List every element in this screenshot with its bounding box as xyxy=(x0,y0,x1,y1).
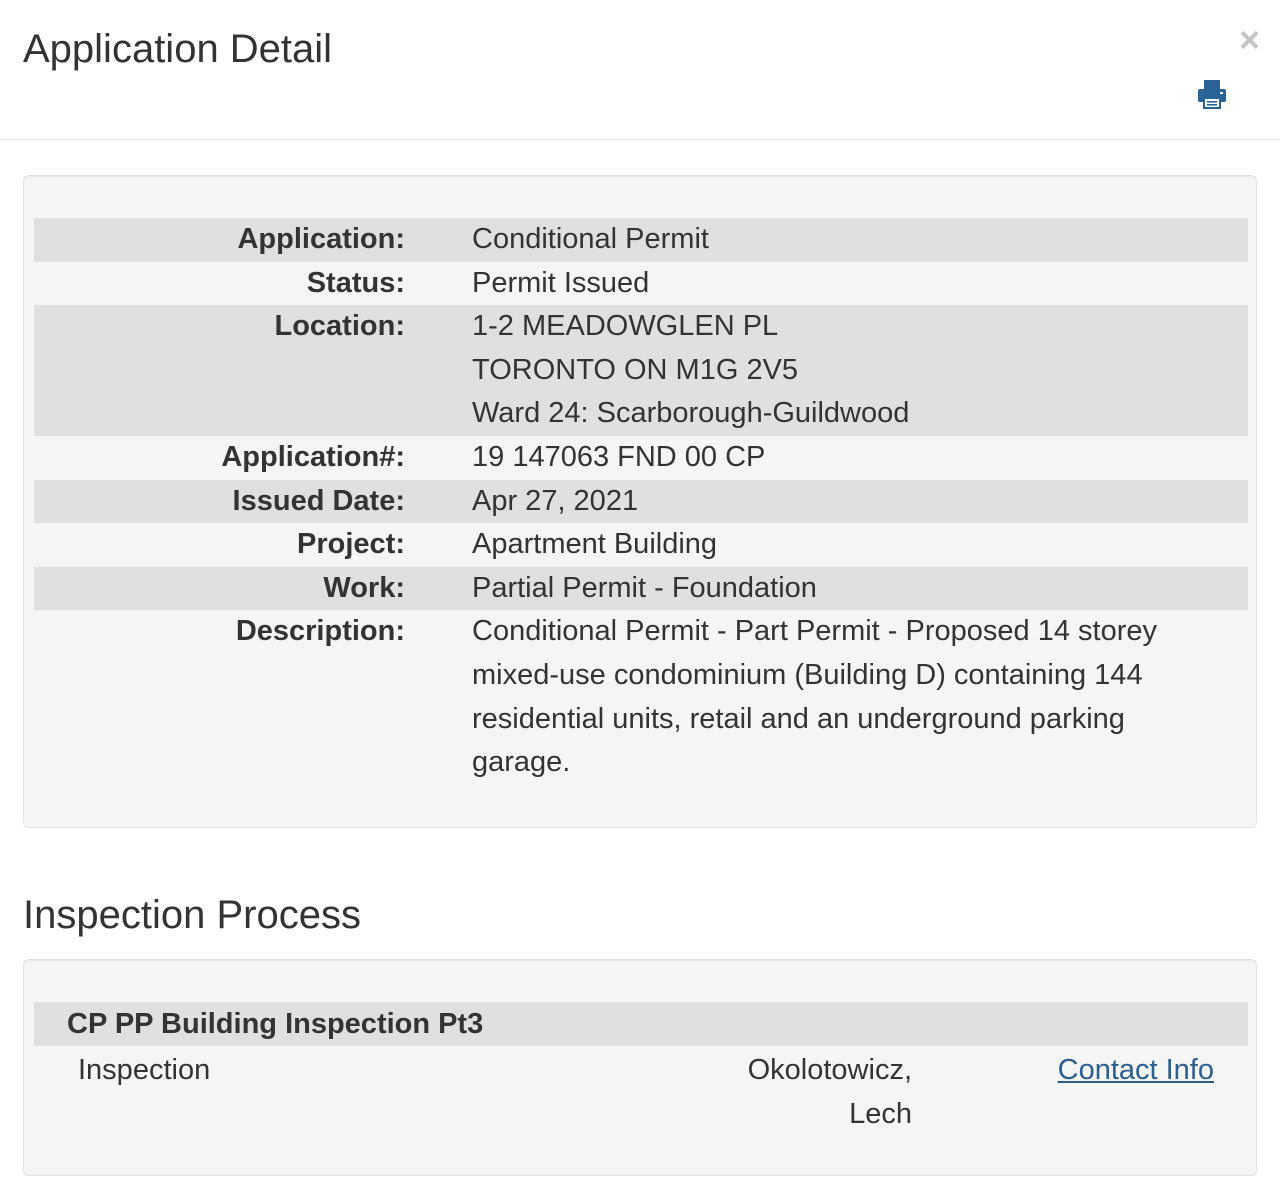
detail-row-description xyxy=(34,610,1248,784)
location-ward: Ward 24: Scarborough-Guildwood xyxy=(472,397,910,430)
detail-value: Conditional Permit - Part Permit - Proposed 14 storey mixed-use condominium (Building D) containing 144 residential units, retail and an underground parking garage. xyxy=(472,615,1157,779)
location-city: TORONTO ON M1G 2V5 xyxy=(472,353,799,386)
detail-label: Description: xyxy=(235,615,405,648)
detail-row-work xyxy=(34,567,1248,611)
close-icon[interactable]: × xyxy=(1238,19,1260,60)
contact-info-link[interactable]: Contact Info xyxy=(1057,1054,1214,1086)
detail-row-status xyxy=(34,262,1248,306)
detail-value: Permit Issued xyxy=(472,266,650,299)
detail-value: 19 147063 FND 00 CP xyxy=(472,440,766,473)
detail-label: Application#: xyxy=(221,440,405,473)
detail-label: Status: xyxy=(306,266,405,299)
modal-header xyxy=(0,0,1280,140)
detail-value: Conditional Permit xyxy=(472,218,1248,262)
detail-label: Location: xyxy=(34,305,472,436)
inspection-type: Inspection xyxy=(78,1054,211,1086)
detail-row-project xyxy=(34,523,1248,567)
detail-label: Issued Date: xyxy=(34,480,472,524)
detail-value-location xyxy=(472,305,1248,436)
modal-title: Application Detail xyxy=(23,27,333,71)
detail-row-application xyxy=(34,218,1248,262)
location-street: 1-2 MEADOWGLEN PL xyxy=(472,310,779,343)
inspector-surname: Okolotowicz, xyxy=(747,1054,912,1086)
inspector-name xyxy=(664,1048,912,1136)
inspection-panel xyxy=(23,959,1257,1176)
application-details-table xyxy=(34,218,1248,785)
detail-label: Project: xyxy=(297,528,405,561)
inspection-section-title: Inspection Process xyxy=(23,893,361,937)
detail-value: Apartment Building xyxy=(472,528,718,561)
print-icon[interactable] xyxy=(1196,78,1228,110)
inspector-given-name: Lech xyxy=(849,1098,912,1130)
detail-row-application-number xyxy=(34,436,1248,480)
detail-label: Work: xyxy=(34,567,472,611)
detail-row-location xyxy=(34,305,1248,436)
application-details-panel xyxy=(23,175,1257,828)
inspection-group-title: CP PP Building Inspection Pt3 xyxy=(34,1002,1248,1046)
detail-value: Apr 27, 2021 xyxy=(472,480,1248,524)
detail-value: Partial Permit - Foundation xyxy=(472,567,1248,611)
detail-label: Application: xyxy=(34,218,472,262)
detail-row-issued-date xyxy=(34,480,1248,524)
